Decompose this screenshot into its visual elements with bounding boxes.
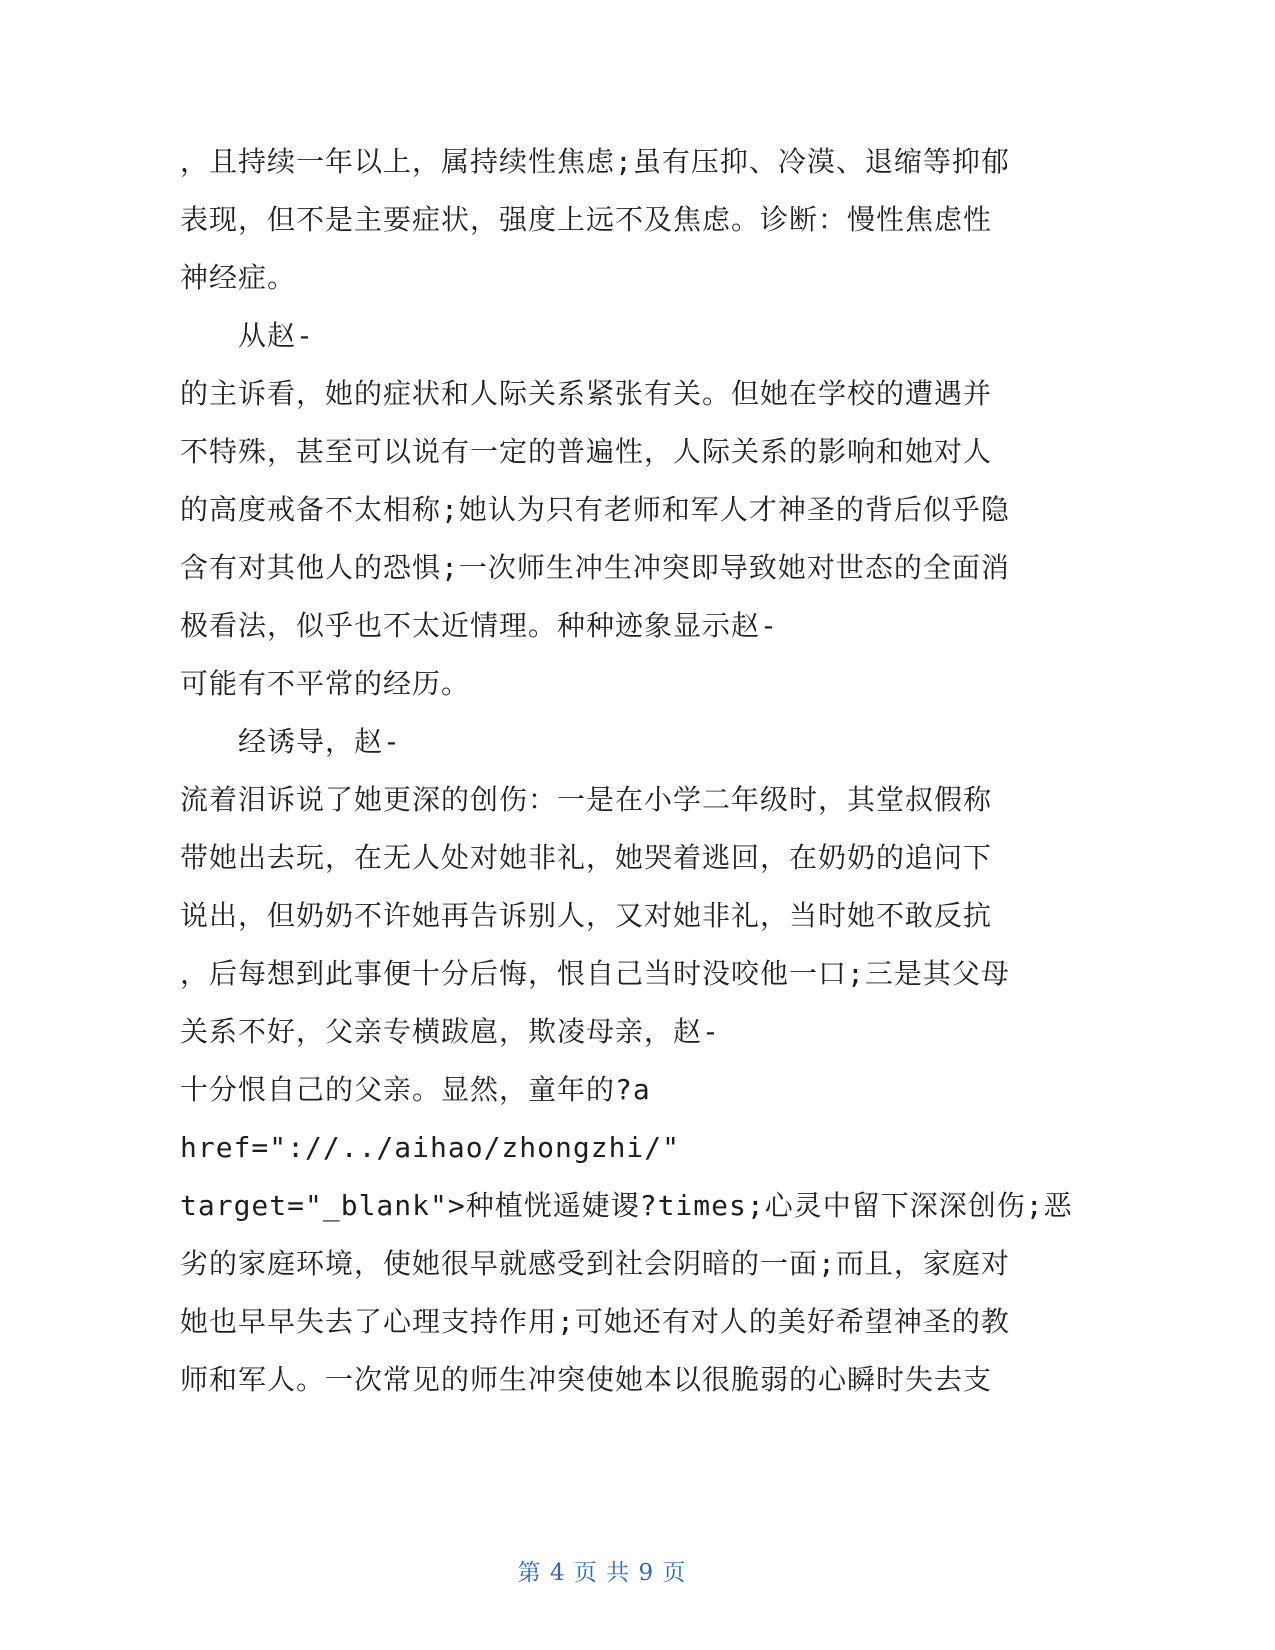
text-line: 关系不好，父亲专横跋扈，欺凌母亲，赵- [180, 1015, 720, 1048]
text-line: target="_blank">种植恍遥婕谡?times;心灵中留下深深创伤;恶 [180, 1189, 1073, 1222]
text-line: 神经症。 [180, 261, 297, 294]
text-line: ，后每想到此事便十分后悔，恨自己当时没咬他一口;三是其父母 [180, 957, 1010, 990]
text-line: 的高度戒备不太相称;她认为只有老师和军人才神圣的背后似乎隐 [180, 493, 1010, 526]
text-line: 劣的家庭环境，使她很早就感受到社会阴暗的一面;而且，家庭对 [180, 1247, 1010, 1280]
text-line: 含有对其他人的恐惧;一次师生冲生冲突即导致她对世态的全面消 [180, 551, 1010, 584]
text-line: 经诱导，赵- [238, 725, 401, 758]
text-line: 表现，但不是主要症状，强度上远不及焦虑。诊断：慢性焦虑性 [180, 203, 993, 236]
page-number-footer: 第 4 页 共 9 页 [517, 1560, 687, 1586]
text-line: 师和军人。一次常见的师生冲突使她本以很脆弱的心瞬时失去支 [180, 1363, 993, 1396]
text-line: 不特殊，甚至可以说有一定的普遍性，人际关系的影响和她对人 [180, 435, 993, 468]
text-line: href="://../aihao/zhongzhi/" [180, 1131, 681, 1164]
text-line: 可能有不平常的经历。 [180, 667, 471, 700]
text-line: 流着泪诉说了她更深的创伤：一是在小学二年级时，其堂叔假称 [180, 783, 993, 816]
text-line: 从赵- [238, 319, 314, 352]
text-line: ，且持续一年以上，属持续性焦虑;虽有压抑、冷漠、退缩等抑郁 [180, 145, 1010, 178]
text-line: 十分恨自己的父亲。显然，童年的?a [180, 1073, 651, 1106]
text-line: 她也早早失去了心理支持作用;可她还有对人的美好希望神圣的教 [180, 1305, 1010, 1338]
text-line: 极看法，似乎也不太近情理。种种迹象显示赵- [180, 609, 778, 642]
text-line: 说出，但奶奶不许她再告诉别人，又对她非礼，当时她不敢反抗 [180, 899, 993, 932]
text-line: 的主诉看，她的症状和人际关系紧张有关。但她在学校的遭遇并 [180, 377, 993, 410]
text-line: 带她出去玩，在无人处对她非礼，她哭着逃回，在奶奶的追问下 [180, 841, 993, 874]
